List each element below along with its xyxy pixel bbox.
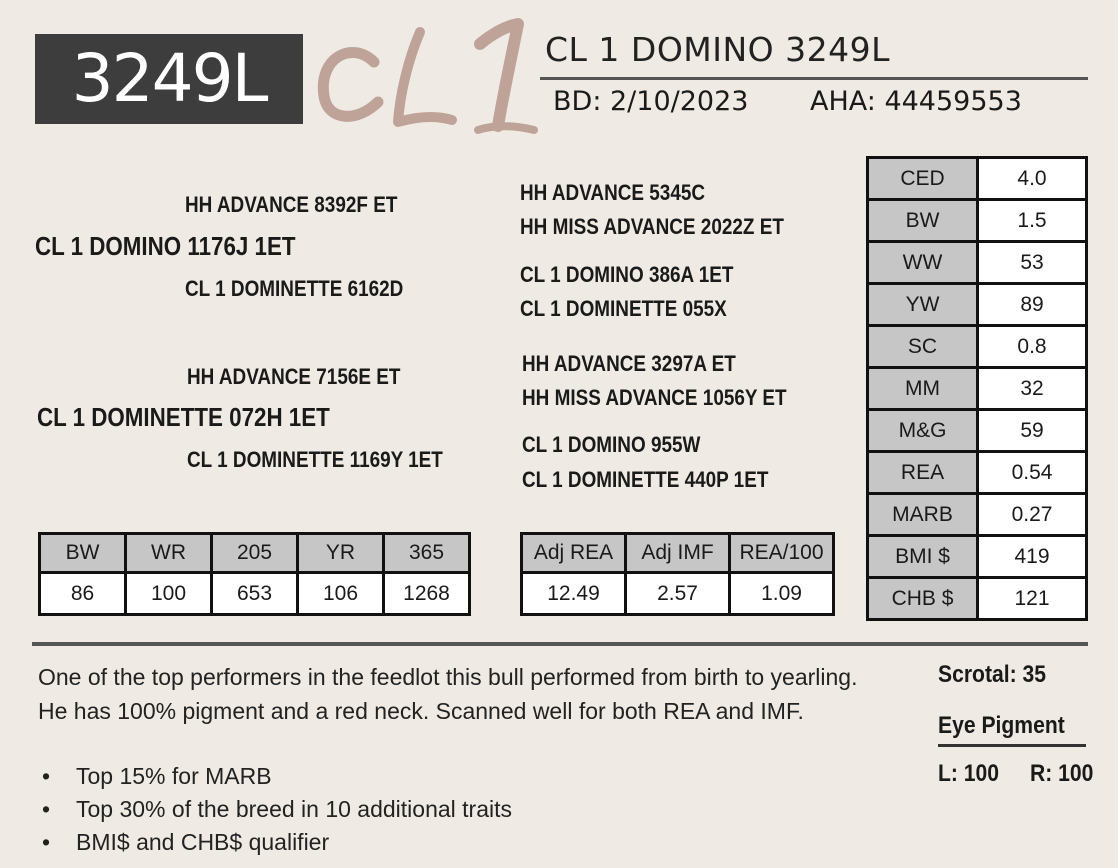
performance-value: 100 — [126, 573, 212, 615]
highlight-item: • BMI$ and CHB$ qualifier — [42, 826, 512, 859]
pedigree-sire: CL 1 DOMINO 1176J 1ET — [35, 231, 296, 261]
birth-date: BD: 2/10/2023 — [553, 86, 749, 117]
epd-label: MM — [868, 368, 978, 410]
scrotal-measure: Scrotal: 35 — [938, 661, 1046, 688]
pedigree-sd-dam: CL 1 DOMINETTE 055X — [520, 296, 727, 321]
carcass-value: 1.09 — [730, 573, 834, 615]
epd-row — [868, 410, 1087, 452]
pedigree-sire-sire: HH ADVANCE 8392F ET — [185, 192, 398, 217]
epd-value: 1.5 — [978, 200, 1087, 242]
pedigree-sd-sire: CL 1 DOMINO 386A 1ET — [520, 262, 734, 287]
epd-value: 0.54 — [978, 452, 1087, 494]
performance-value: 653 — [212, 573, 298, 615]
title-divider — [540, 77, 1088, 80]
epd-label: MARB — [868, 494, 978, 536]
performance-table — [38, 532, 471, 616]
pedigree-sire-dam: CL 1 DOMINETTE 6162D — [185, 276, 404, 301]
epd-row — [868, 452, 1087, 494]
pedigree-dam: CL 1 DOMINETTE 072H 1ET — [37, 402, 330, 432]
epd-row — [868, 200, 1087, 242]
performance-value: 106 — [298, 573, 384, 615]
epd-value: 121 — [978, 578, 1087, 620]
epd-row — [868, 578, 1087, 620]
pedigree-ss-sire: HH ADVANCE 5345C — [520, 180, 706, 205]
epd-value: 4.0 — [978, 158, 1087, 200]
epd-row — [868, 284, 1087, 326]
epd-label: WW — [868, 242, 978, 284]
performance-value: 86 — [40, 573, 126, 615]
epd-row — [868, 494, 1087, 536]
epd-label: CHB $ — [868, 578, 978, 620]
eye-pigment-underline — [938, 744, 1086, 747]
epd-value: 89 — [978, 284, 1087, 326]
epd-label: REA — [868, 452, 978, 494]
pedigree-ss-dam: HH MISS ADVANCE 2022Z ET — [520, 214, 784, 239]
carcass-header: REA/100 — [730, 534, 834, 573]
epd-row — [868, 158, 1087, 200]
carcass-header: Adj IMF — [626, 534, 730, 573]
performance-header: YR — [298, 534, 384, 573]
epd-label: BW — [868, 200, 978, 242]
epd-value: 32 — [978, 368, 1087, 410]
animal-name: CL 1 DOMINO 3249L — [545, 30, 891, 69]
epd-label: M&G — [868, 410, 978, 452]
pedigree-dd-sire: CL 1 DOMINO 955W — [522, 432, 701, 457]
highlight-list — [42, 760, 512, 859]
eye-pigment-title: Eye Pigment — [938, 712, 1065, 739]
lot-number-badge: 3249L — [35, 34, 303, 124]
epd-row — [868, 368, 1087, 410]
epd-value: 0.8 — [978, 326, 1087, 368]
carcass-value: 12.49 — [522, 573, 626, 615]
epd-label: SC — [868, 326, 978, 368]
epd-value: 53 — [978, 242, 1087, 284]
carcass-header: Adj REA — [522, 534, 626, 573]
pedigree-dam-sire: HH ADVANCE 7156E ET — [187, 364, 401, 389]
epd-label: YW — [868, 284, 978, 326]
performance-value: 1268 — [384, 573, 470, 615]
highlight-item: • Top 30% of the breed in 10 additional traits — [42, 793, 512, 826]
eye-pigment-right: R: 100 — [1030, 760, 1094, 787]
ranch-logo — [312, 10, 542, 140]
epd-label: BMI $ — [868, 536, 978, 578]
epd-value: 0.27 — [978, 494, 1087, 536]
pedigree-ds-sire: HH ADVANCE 3297A ET — [522, 351, 736, 376]
carcass-table — [520, 532, 835, 616]
epd-row — [868, 326, 1087, 368]
pedigree-ds-dam: HH MISS ADVANCE 1056Y ET — [522, 385, 787, 410]
epd-row — [868, 242, 1087, 284]
bull-description: One of the top performers in the feedlot this bull performed from birth to yearling. He has 100% pigment and a red neck. Scanned well for both REA and IMF. — [38, 664, 858, 724]
epd-value: 419 — [978, 536, 1087, 578]
performance-header: WR — [126, 534, 212, 573]
performance-header: 365 — [384, 534, 470, 573]
eye-pigment-left: L: 100 — [938, 760, 1000, 787]
epd-row — [868, 536, 1087, 578]
aha-registration: AHA: 44459553 — [810, 86, 1022, 117]
pedigree-dam-dam: CL 1 DOMINETTE 1169Y 1ET — [187, 447, 443, 472]
pedigree-dd-dam: CL 1 DOMINETTE 440P 1ET — [522, 467, 769, 492]
epd-table — [866, 156, 1088, 621]
performance-header: 205 — [212, 534, 298, 573]
carcass-value: 2.57 — [626, 573, 730, 615]
section-divider — [32, 642, 1088, 646]
epd-label: CED — [868, 158, 978, 200]
performance-header: BW — [40, 534, 126, 573]
highlight-item: • Top 15% for MARB — [42, 760, 512, 793]
epd-value: 59 — [978, 410, 1087, 452]
